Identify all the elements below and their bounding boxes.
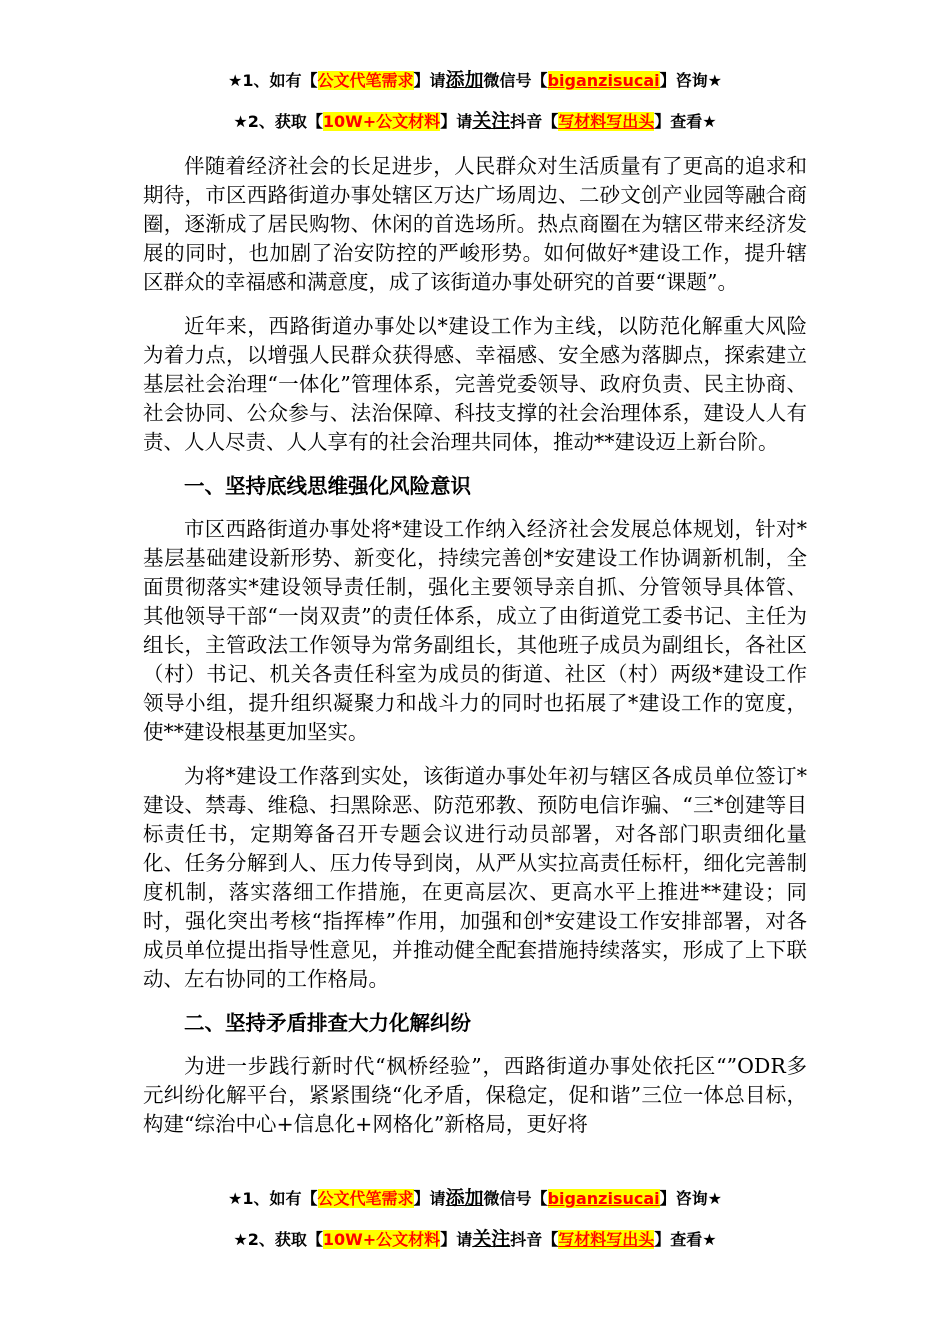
banner-text: 】请 xyxy=(440,1230,473,1249)
banner-text: 】请 xyxy=(413,1189,446,1208)
paragraph-section-2-a: 为进一步践行新时代“枫桥经验”，西路街道办事处依托区“”ODR多元纠纷化解平台，紧紧围绕“化矛盾，保稳定，促和谐”三位一体总目标，构建“综治中心+信息化+网格化”新格局，更好将 xyxy=(143,1054,807,1136)
douyin-account-link[interactable]: 写材料写出头 xyxy=(558,1230,655,1249)
paragraph-section-1-b: 为将*建设工作落到实处，该街道办事处年初与辖区各成员单位签订*建设、禁毒、维稳、扫黑除恶、防范邪教、预防电信诈骗、“三*创建等目标责任书，定期筹备召开专题会议进行动员部署，对各部门职责细化量化、任务分解到人、压力传导到岗，从严从实拉高责任标杆，细化完善制度机制，落实落细工作措施，在更高层次、更高水平上推进**建设；同时，强化突出考核“指挥棒”作用，加强和创*安建设工作安排部署，对各成员单位提出指导性意见，并推动健全配套措施持续落实，形成了上下联动、左右协同的工作格局。 xyxy=(143,764,807,991)
paragraph-section-1-a: 市区西路街道办事处将*建设工作纳入经济社会发展总体规划，针对*基层基础建设新形势、新变化，持续完善创*安建设工作协调新机制，全面贯彻落实*建设领导责任制，强化主要领导亲自抓、分管领导具体管、其他领导干部“一岗双责”的责任体系，成立了由街道党工委书记、主任为组长，主管政法工作领导为常务副组长，其他班子成员为副组长，各社区（村）书记、机关各责任科室为成员的街道、社区（村）两级*建设工作领导小组，提升组织凝聚力和战斗力的同时也拓展了*建设工作的宽度，使**建设根基更加坚实。 xyxy=(143,517,807,744)
banner-emphasis: 关注 xyxy=(472,110,511,132)
banner-text: ★1、如有【 xyxy=(228,71,318,90)
banner-emphasis: 关注 xyxy=(472,1228,511,1250)
banner-text: 抖音【 xyxy=(510,112,559,131)
banner-highlight: 10W+公文材料 xyxy=(322,1230,441,1249)
douyin-account-link[interactable]: 写材料写出头 xyxy=(558,112,655,131)
section-heading-2: 二、坚持矛盾排查大力化解纠纷 xyxy=(184,1011,471,1035)
banner-emphasis: 添加 xyxy=(445,1187,484,1209)
footer-banner-line-2 xyxy=(0,1228,950,1251)
banner-emphasis: 添加 xyxy=(445,69,484,91)
banner-text: 】咨询★ xyxy=(659,71,722,90)
banner-text: 】请 xyxy=(413,71,446,90)
banner-text: 】查看★ xyxy=(654,1230,717,1249)
banner-text: 微信号【 xyxy=(483,71,548,90)
header-banner-line-1 xyxy=(0,69,950,92)
banner-text: 】查看★ xyxy=(654,112,717,131)
footer-banner-line-1 xyxy=(0,1187,950,1210)
banner-text: ★2、获取【 xyxy=(233,1230,323,1249)
wechat-id-link[interactable]: biganzisucai xyxy=(547,71,660,90)
banner-text: 抖音【 xyxy=(510,1230,559,1249)
banner-text: 微信号【 xyxy=(483,1189,548,1208)
paragraph-intro: 伴随着经济社会的长足进步，人民群众对生活质量有了更高的追求和期待，市区西路街道办事处辖区万达广场周边、二砂文创产业园等融合商圈，逐渐成了居民购物、休闲的首选场所。热点商圈在为辖区带来经济发展的同时，也加剧了治安防控的严峻形势。如何做好*建设工作，提升辖区群众的幸福感和满意度，成了该街道办事处研究的首要“课题”。 xyxy=(143,154,807,294)
banner-highlight: 10W+公文材料 xyxy=(322,112,441,131)
header-banner-line-2 xyxy=(0,110,950,133)
banner-text: ★1、如有【 xyxy=(228,1189,318,1208)
document-body xyxy=(143,152,807,1176)
banner-text: ★2、获取【 xyxy=(233,112,323,131)
section-heading-1: 一、坚持底线思维强化风险意识 xyxy=(184,474,471,498)
wechat-id-link[interactable]: biganzisucai xyxy=(547,1189,660,1208)
banner-highlight: 公文代笔需求 xyxy=(317,71,414,90)
banner-text: 】请 xyxy=(440,112,473,131)
paragraph-overview: 近年来，西路街道办事处以*建设工作为主线，以防范化解重大风险为着力点，以增强人民群众获得感、幸福感、安全感为落脚点，探索建立基层社会治理“一体化”管理体系，完善党委领导、政府负责、民主协商、社会协同、公众参与、法治保障、科技支撑的社会治理体系，建设人人有责、人人尽责、人人享有的社会治理共同体，推动**建设迈上新台阶。 xyxy=(143,314,807,454)
banner-text: 】咨询★ xyxy=(659,1189,722,1208)
banner-highlight: 公文代笔需求 xyxy=(317,1189,414,1208)
